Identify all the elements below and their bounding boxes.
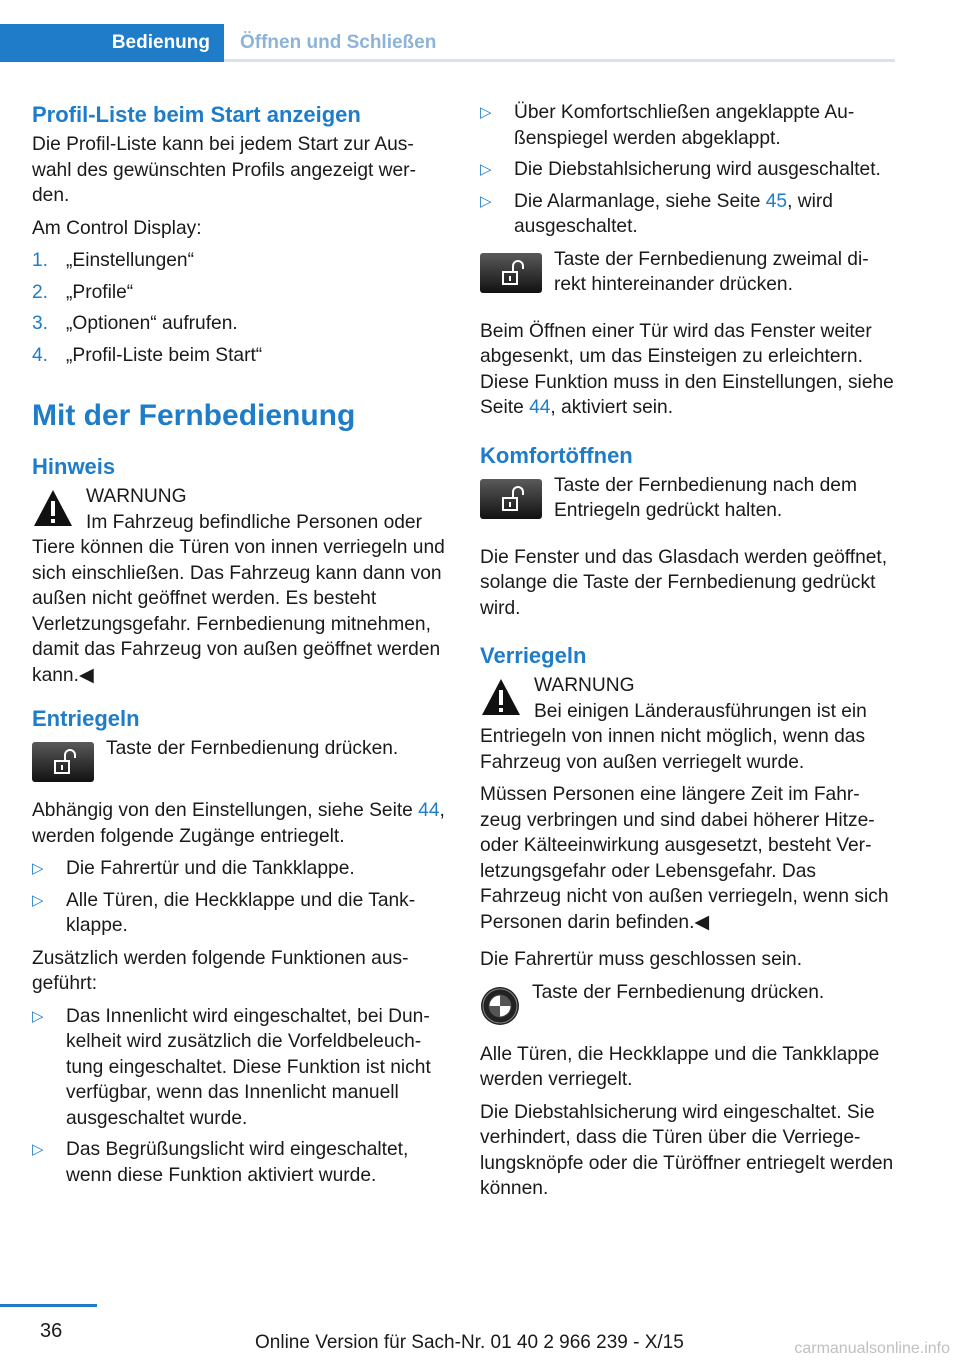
warning-triangle-icon xyxy=(32,488,74,528)
right-column xyxy=(480,100,894,1209)
unlock-key-icon xyxy=(32,742,94,782)
tab-bedienung[interactable]: Bedienung xyxy=(0,24,224,62)
list-item: ▷ Das Begrüßungslicht wird eingeschaltet, wenn diese Funktion aktiviert wurde. xyxy=(32,1139,409,1186)
fenster-text: Beim Öffnen einer Tür wird das Fenster weiter abgesenkt, um das Einsteigen zu erleichtern. Diese Funktion muss in den Einstellungen, siehe Seite 44, aktiviert sein. xyxy=(480,320,894,418)
header-rule xyxy=(224,59,895,62)
list-item: ▷ Die Fahrertür und die Tankklappe. xyxy=(32,858,355,879)
online-version-text: Online Version für Sach-Nr. 01 40 2 966 239 - X/15 xyxy=(255,1332,684,1353)
komfort-text: Die Fenster und das Glasdach werden geöffnet, solange die Taste der Fernbedienung gedrückt wird. xyxy=(480,546,888,619)
unlock-key-icon xyxy=(480,479,542,519)
komfort-key-text: Taste der Fernbedienung nach dem Entriegeln gedrückt halten. xyxy=(554,474,857,521)
list-item: ▷ Die Alarmanlage, siehe Seite 45, wird ausgeschaltet. xyxy=(480,190,833,237)
warning-label: WARNUNG xyxy=(86,486,187,507)
list-item: 2. „Profile“ xyxy=(32,281,134,303)
komfort-key-block xyxy=(480,473,894,531)
komfort-heading: Komfortöffnen xyxy=(480,442,633,468)
profil-heading: Profil-Liste beim Start anzeigen xyxy=(32,102,361,127)
watermark: carmanualsonline.info xyxy=(794,1340,950,1357)
lock-key-block xyxy=(480,980,894,1028)
unlock-twice-key-block xyxy=(480,247,894,305)
list-item: 3. „Optionen“ aufrufen. xyxy=(32,313,238,334)
lock-key-text: Taste der Fernbedienung drücken. xyxy=(532,981,825,1003)
footer-rule xyxy=(0,1304,97,1307)
fahrertuer-text: Die Fahrertür muss geschlossen sein. xyxy=(480,949,803,970)
warning-block xyxy=(32,484,446,688)
warning-text: Im Fahrzeug befindliche Personen oder Tiere können die Türen von innen verriegeln und sich einschließen. Das Fahrzeug kann dann von außen nicht geöffnet werden. Es besteht Verletzungsgefahr. Fernbedienung mitnehmen, damit das Fahrzeug von außen geöffnet werden kann.◀ xyxy=(32,511,445,686)
unlock-key-block xyxy=(32,736,446,784)
steps-list xyxy=(32,248,446,368)
list-item: ▷ Die Diebstahlsicherung wird ausgeschaltet. xyxy=(480,159,881,180)
control-display-label: Am Control Display: xyxy=(32,217,202,239)
profil-text: Die Profil-Liste kann bei jedem Start zur Auswahl des gewünschten Profils angezeigt werden. xyxy=(32,134,416,206)
alle-tueren-text: Alle Türen, die Heckklappe und die Tankklappe werden verriegelt. xyxy=(480,1043,880,1090)
left-column xyxy=(32,100,446,1195)
list-item: ▷ Über Komfortschließen angeklappte Außenspiegel werden abgeklappt. xyxy=(480,102,855,149)
page-number: 36 xyxy=(40,1320,63,1342)
list-item: ▷ Alle Türen, die Heckklappe und die Tankklappe. xyxy=(32,889,416,936)
warning-text-2: Müssen Personen eine längere Zeit im Fahrzeug verbringen und sind dabei höherer Hitze- oder Kälteeinwirkung ausgesetzt, besteht Verletzungsgefahr oder Lebensgefahr. Das Fahrzeug nicht von außen verriegeln, wenn sich Personen darin befinden.◀ xyxy=(480,784,889,933)
entriegeln-heading: Entriegeln xyxy=(32,706,140,731)
funktionen-list xyxy=(32,1004,446,1189)
tab-oeffnen-schliessen[interactable]: Öffnen und Schließen xyxy=(240,32,437,53)
page-header xyxy=(0,24,895,62)
page-link-44[interactable]: 44 xyxy=(418,800,440,821)
main-heading: Mit der Fernbedienung xyxy=(32,399,356,432)
unlock-key-text: Taste der Fernbedienung drücken. xyxy=(106,738,399,759)
zusaetzlich-text: Zusätzlich werden folgende Funktionen ausgeführt: xyxy=(32,947,409,994)
unlock-key-icon xyxy=(480,253,542,293)
entriegeln-functions-list xyxy=(480,100,894,240)
warning-text: Bei einigen Länderausführungen ist ein Entriegeln von innen nicht möglich, wenn das Fahrzeug von außen verriegelt wurde. xyxy=(480,700,867,773)
warning-block xyxy=(480,673,894,775)
list-item: ▷ Das Innenlicht wird eingeschaltet, bei Dunkelheit wird zusätzlich die Vorfeldbeleuchtung eingeschaltet. Diese Funktion ist nicht verfügbar, wenn das Innenlicht manuell ausgeschaltet wurde. xyxy=(32,1005,431,1129)
zugaenge-list xyxy=(32,856,446,939)
unlock-twice-text: Taste der Fernbedienung zweimal direkt hintereinander drücken. xyxy=(554,248,869,295)
bmw-lock-key-icon xyxy=(480,986,520,1026)
abhaengig-text: Abhängig von den Einstellungen, siehe Seite 44, werden folgende Zugänge entriegelt. xyxy=(32,800,445,847)
list-item: 1. „Einstellungen“ xyxy=(32,250,194,271)
hinweis-heading: Hinweis xyxy=(32,454,116,479)
warning-triangle-icon xyxy=(480,677,522,717)
list-item: 4. „Profil-Liste beim Start“ xyxy=(32,344,263,366)
verriegeln-heading: Verriegeln xyxy=(480,643,587,668)
diebstahl-text: Die Diebstahlsicherung wird eingeschaltet. Sie verhindert, dass die Türen über die Verriegelungsknöpfe oder die Türöffner entriegelt werden können. xyxy=(480,1101,894,1199)
page-link-44[interactable]: 44 xyxy=(529,397,551,418)
warning-label: WARNUNG xyxy=(534,675,635,696)
page-link-45[interactable]: 45 xyxy=(765,190,788,212)
